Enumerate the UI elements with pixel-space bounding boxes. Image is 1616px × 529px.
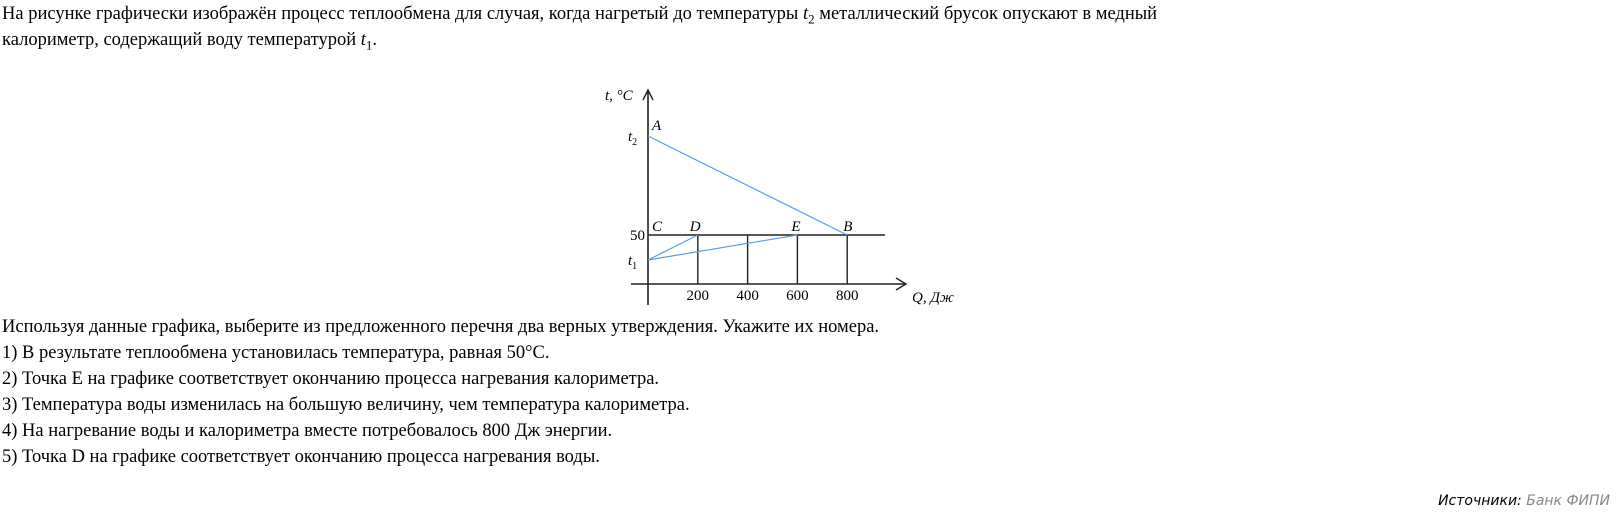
heat-exchange-chart [590, 80, 980, 305]
x-tick-label: 600 [786, 288, 809, 304]
point-label-C: C [652, 219, 663, 235]
x-tick-label: 800 [835, 288, 859, 304]
point-label-E: E [791, 219, 801, 235]
var-t2: $t_2$ [802, 4, 815, 27]
x-tick-label: 200 [686, 288, 710, 304]
source [1438, 493, 1610, 509]
y-axis-label: t, °C [605, 88, 633, 104]
y-tick-label-t2: $t_2$ [628, 129, 638, 148]
y-tick-label-t1: $t_1$ [628, 253, 638, 272]
point-label-B: B [843, 219, 853, 235]
question-text: Используя данные графика, выберите из предложенного перечня два верных утверждения. Укажите их номера. [2, 317, 880, 337]
option-2: 2) Точка E на графике соответствует окончанию процесса нагревания калориметра. [2, 369, 660, 389]
option-3: 3) Температура воды изменилась на большую величину, чем температура калориметра. [2, 395, 690, 415]
series-t1-E [648, 235, 797, 260]
point-label-D: D [689, 219, 701, 235]
intro-text: калориметр, содержащий воду температурой [2, 30, 361, 50]
option-5: 5) Точка D на графике соответствует окончанию процесса нагревания воды. [2, 447, 600, 467]
x-tick-label: 400 [736, 288, 759, 304]
y-tick-label: 50 [630, 228, 645, 244]
intro-text: металлический брусок опускают в медный [814, 4, 1158, 24]
option-1: 1) В результате теплообмена установилась температура, равная 50°C. [2, 343, 550, 363]
source-label: Источники: [1438, 493, 1522, 509]
intro-line-2: калориметр, содержащий воду температурой $t_1$. [2, 30, 378, 53]
var-t1: $t_1$ [360, 30, 373, 53]
point-label-A: A [652, 118, 662, 134]
source-link[interactable]: Банк ФИПИ [1526, 493, 1610, 509]
x-axis-label: Q, Дж [912, 290, 954, 305]
series-A-B [648, 136, 847, 235]
option-4: 4) На нагревание воды и калориметра вместе потребовалось 800 Дж энергии. [2, 421, 613, 441]
intro-text: На рисунке графически изображён процесс теплообмена для случая, когда нагретый до температуры [2, 4, 803, 24]
